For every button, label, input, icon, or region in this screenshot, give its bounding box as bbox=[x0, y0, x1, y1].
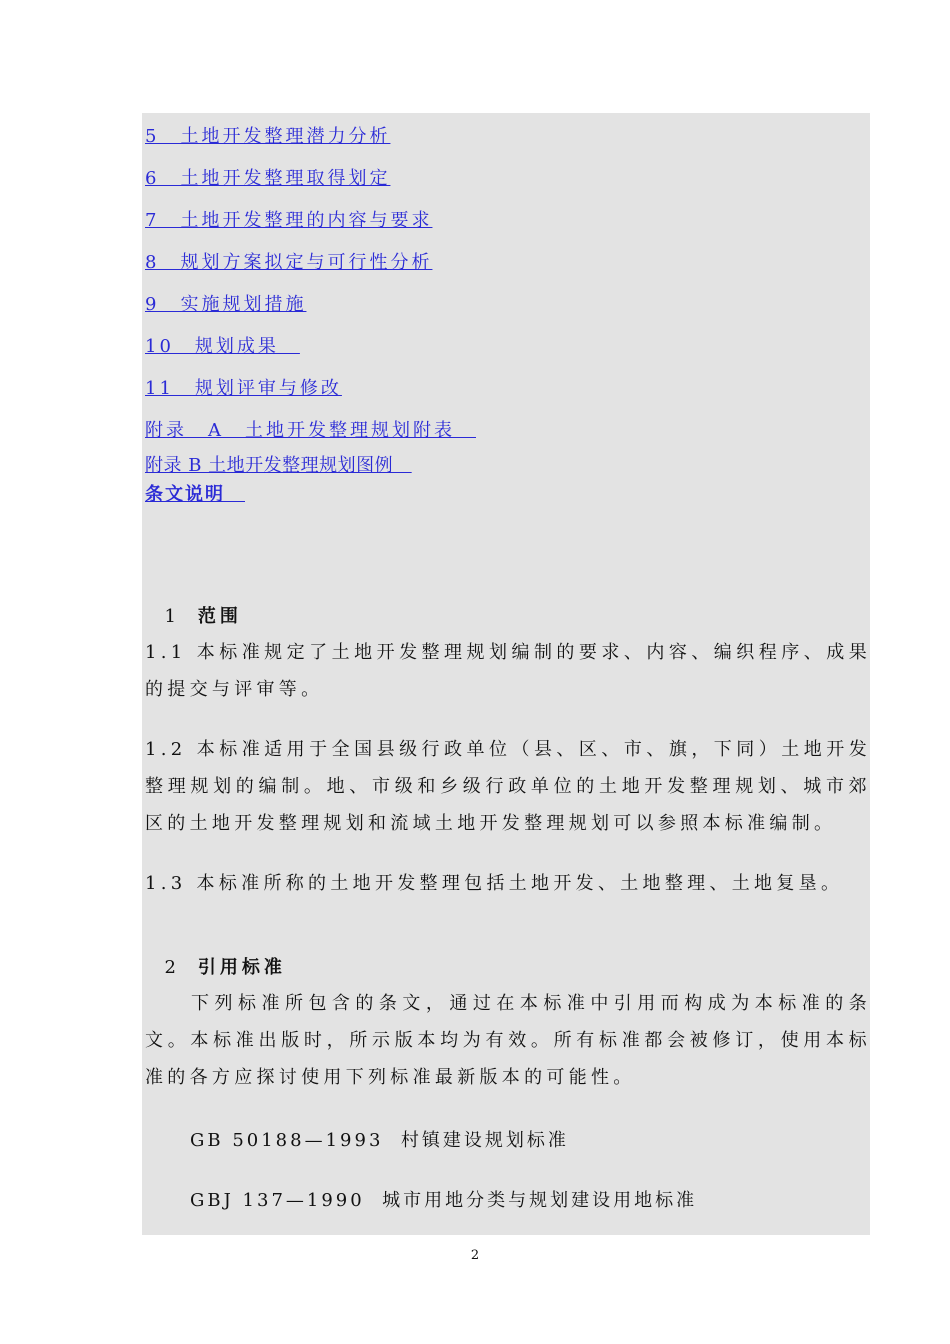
toc-link-appendix-a[interactable]: 附录 A 土地开发整理规划附表 bbox=[145, 420, 476, 441]
toc-link-explanation[interactable]: 条文说明 bbox=[145, 484, 245, 505]
paragraph-1-2: 1.2 本标准适用于全国县级行政单位（县、区、市、旗，下同）土地开发整理规划的编制。地、市级和乡级行政单位的土地开发整理规划、城市郊区的土地开发整理规划和流域土地开发整理规划可以参照本标准编制。 bbox=[145, 739, 871, 834]
section-heading-1 bbox=[145, 581, 242, 628]
toc-link-10[interactable]: 10 规划成果 bbox=[145, 336, 300, 357]
paragraph-1-1: 1.1 本标准规定了土地开发整理规划编制的要求、内容、编织程序、成果的提交与评审等。 bbox=[145, 642, 871, 700]
section-title: 范围 bbox=[197, 606, 242, 627]
section-title: 引用标准 bbox=[197, 957, 286, 978]
toc-link-5[interactable]: 5 土地开发整理潜力分析 bbox=[145, 126, 391, 147]
section-heading-2 bbox=[145, 932, 286, 979]
toc-link-7[interactable]: 7 土地开发整理的内容与要求 bbox=[145, 210, 433, 231]
reference-standard-2: GBJ 137—1990 城市用地分类与规划建设用地标准 bbox=[190, 1190, 698, 1211]
toc-link-6[interactable]: 6 土地开发整理取得划定 bbox=[145, 168, 391, 189]
page-number: 2 bbox=[470, 1248, 480, 1263]
section-number: 2 bbox=[164, 957, 180, 978]
toc-link-appendix-b[interactable]: 附录 B 土地开发整理规划图例 bbox=[145, 455, 412, 476]
section-number: 1 bbox=[164, 606, 180, 627]
toc-link-8[interactable]: 8 规划方案拟定与可行性分析 bbox=[145, 252, 433, 273]
toc-link-9[interactable]: 9 实施规划措施 bbox=[145, 294, 307, 315]
toc-link-11[interactable]: 11 规划评审与修改 bbox=[145, 378, 342, 399]
paragraph-2-intro: 下列标准所包含的条文，通过在本标准中引用而构成为本标准的条文。本标准出版时，所示版本均为有效。所有标准都会被修订，使用本标准的各方应探讨使用下列标准最新版本的可能性。 bbox=[145, 993, 871, 1088]
reference-standard-1: GB 50188—1993 村镇建设规划标准 bbox=[190, 1130, 569, 1151]
paragraph-1-3: 1.3 本标准所称的土地开发整理包括土地开发、土地整理、土地复垦。 bbox=[145, 873, 844, 894]
